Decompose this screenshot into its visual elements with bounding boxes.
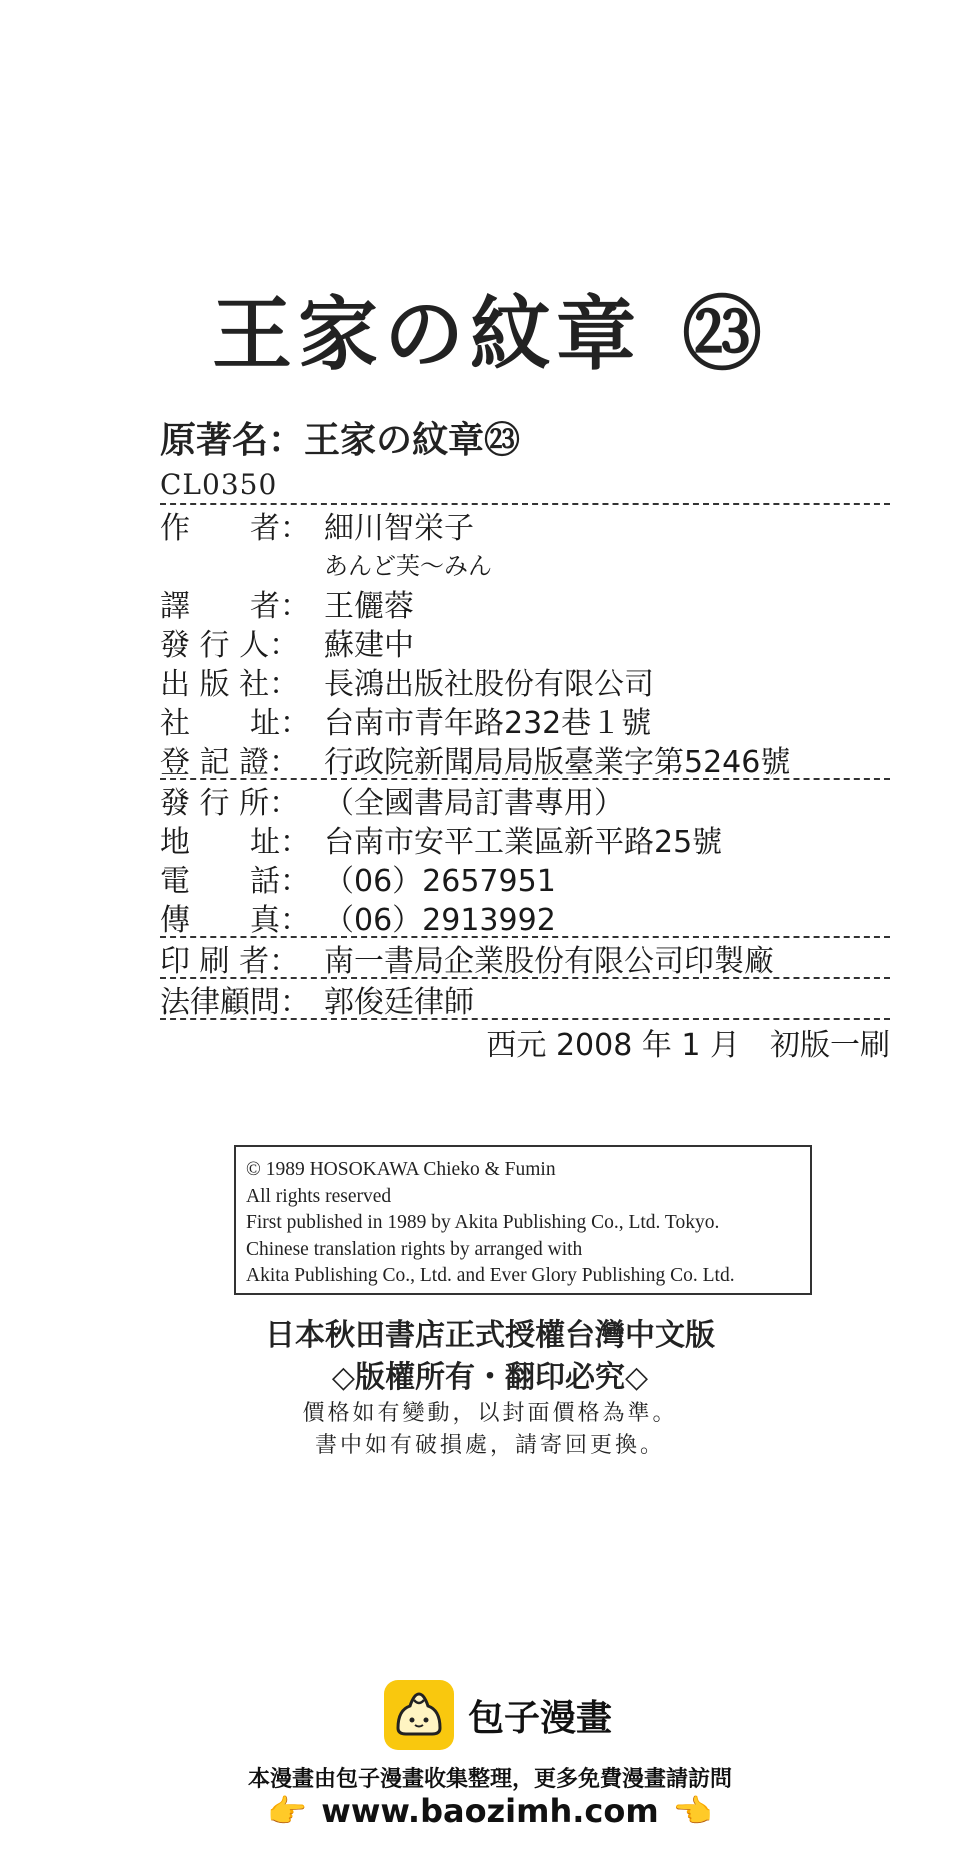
footer-url-row: [0, 1792, 980, 1830]
credit-value: 台南市青年路232巷１號: [324, 705, 652, 741]
credits-block: [160, 503, 890, 1066]
credit-row: [160, 544, 890, 583]
catalog-code: CL0350: [160, 468, 278, 501]
credit-value: 長鴻出版社股份有限公司: [324, 666, 654, 702]
credit-value: 行政院新聞局局版臺業字第5246號: [324, 744, 791, 780]
credit-row: [160, 938, 890, 977]
credit-label: 社 址：: [160, 705, 310, 741]
credit-label: 電 話：: [160, 863, 310, 899]
credit-label: 登 記 證：: [160, 744, 300, 780]
copyright-line: © 1989 HOSOKAWA Chieko & Fumin: [246, 1159, 556, 1180]
bun-logo-icon: [384, 1680, 454, 1750]
brand-name: 包子漫畫: [468, 1697, 613, 1739]
rights-text: ◇版權所有・翻印必究◇: [331, 1360, 649, 1395]
credit-row: [160, 661, 890, 700]
volume-number: ㉓: [682, 288, 768, 381]
copyright-line: All rights reserved: [246, 1185, 392, 1207]
credit-row: [160, 583, 890, 622]
credit-value: （全國書局訂書專用）: [324, 785, 624, 821]
credit-value: あんど芙〜みん: [324, 552, 492, 580]
site-url-link[interactable]: www.baozimh.com: [321, 1792, 659, 1830]
credit-label: 法律顧問：: [160, 984, 310, 1020]
copyright-line: First published in 1989 by Akita Publishing Co., Ltd. Tokyo.: [246, 1212, 720, 1233]
authorization-text: 日本秋田書店正式授權台灣中文版: [265, 1318, 715, 1353]
credit-label: 發 行 所：: [160, 785, 300, 821]
credit-value: 王儷蓉: [324, 588, 414, 624]
footer-notice: 本漫畫由包子漫畫收集整理，更多免費漫畫請訪問: [247, 1767, 732, 1792]
damage-note: 書中如有破損處，請寄回更換。: [314, 1433, 665, 1458]
credit-row: [160, 739, 890, 778]
bun-icon-graphic: [384, 1680, 454, 1750]
credit-label: 印 刷 者：: [160, 943, 300, 979]
original-title: 原著名：王家の紋章㉓: [160, 420, 521, 461]
credit-value: （06）2657951: [324, 863, 556, 899]
pointing-right-hand-icon: 👉: [267, 1792, 308, 1830]
copyright-line: Akita Publishing Co., Ltd. and Ever Glory Publishing Co. Ltd.: [246, 1265, 735, 1286]
credit-row: [160, 700, 890, 739]
copyright-line: Chinese translation rights by arranged with: [246, 1238, 583, 1260]
credit-row: [160, 858, 890, 897]
credit-row: [160, 505, 890, 544]
credit-label: 譯 者：: [160, 588, 310, 624]
credit-row: [160, 780, 890, 819]
page-title: [0, 270, 980, 385]
brand-banner[interactable]: [384, 1680, 612, 1750]
pointing-left-hand-icon: 👈: [672, 1792, 713, 1830]
credit-label: 作 者：: [160, 510, 310, 546]
credit-label: 出 版 社：: [160, 666, 300, 702]
price-note: 價格如有變動，以封面價格為準。: [302, 1401, 678, 1426]
credit-value: 細川智栄子: [324, 510, 474, 546]
title-text: 王家の紋章: [212, 288, 642, 381]
credit-row: [160, 897, 890, 936]
publication-date: 西元 2008 年 1 月 初版一刷: [486, 1028, 890, 1063]
credit-row: [160, 622, 890, 661]
credit-value: 郭俊廷律師: [324, 984, 474, 1020]
credit-value: 台南市安平工業區新平路25號: [324, 824, 723, 860]
credit-value: 蘇建中: [324, 627, 414, 663]
credit-label: 傳 真：: [160, 902, 310, 938]
credit-value: 南一書局企業股份有限公司印製廠: [324, 943, 774, 979]
credit-row: [160, 819, 890, 858]
credit-label: 發 行 人：: [160, 627, 300, 663]
credit-label: 地 址：: [160, 824, 310, 860]
copyright-box: [234, 1145, 812, 1295]
credit-row: [160, 979, 890, 1018]
credit-value: （06）2913992: [324, 902, 556, 938]
